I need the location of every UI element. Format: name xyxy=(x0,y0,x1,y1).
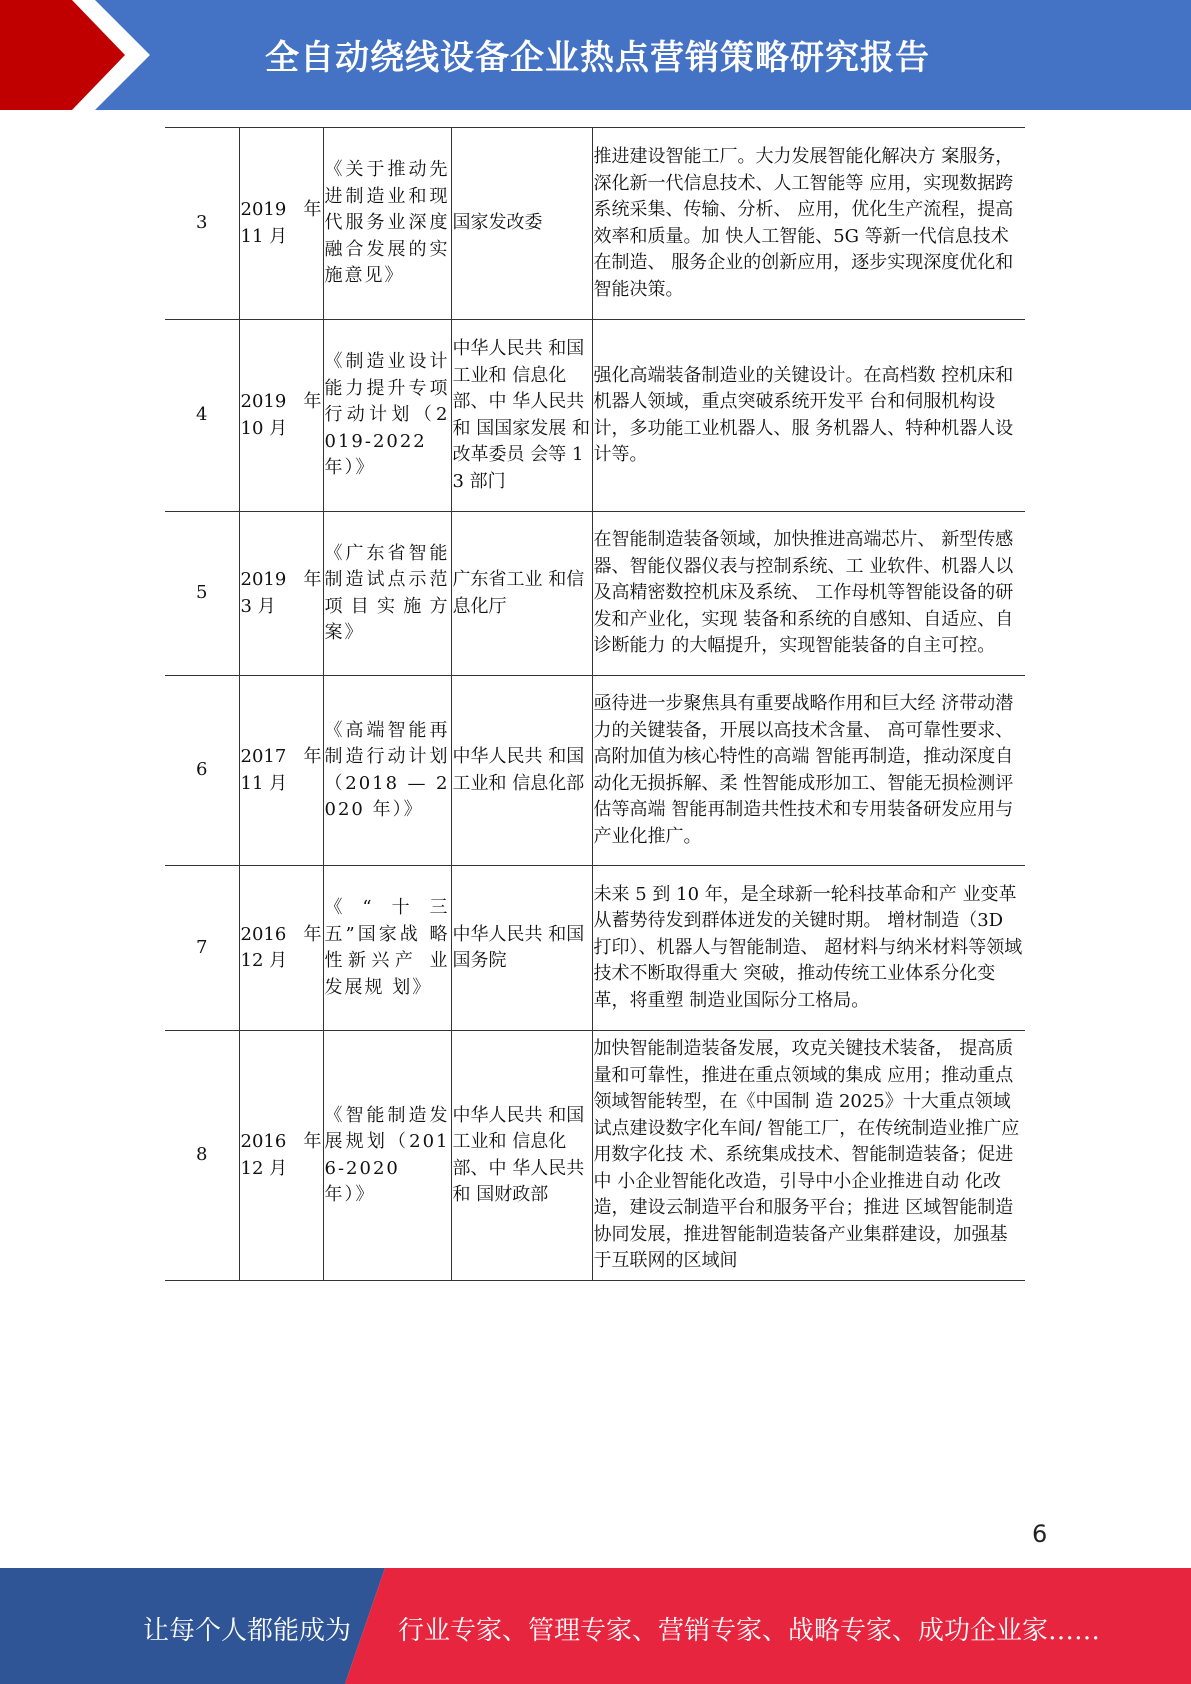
cell-issuer: 中华人民共 和国工业和 信息化部、中 华人民共和 国财政部 xyxy=(451,1031,592,1281)
cell-policy-name: 《制造业设计能力提升专项行动计划（2019-2022 年）》 xyxy=(323,320,451,512)
report-title: 全自动绕线设备企业热点营销策略研究报告 xyxy=(265,38,930,78)
cell-issuer: 国家发改委 xyxy=(451,128,592,320)
cell-date: 2019 年 3 月 xyxy=(239,512,323,676)
cell-content: 在智能制造装备领域，加快推进高端芯片、 新型传感器、智能仪器仪表与控制系统、工 业软件、机器人以及高精密数控机床及系统、 工作母机等智能设备的研发和产业化，实现 装备和系统的自感知、自适应、自诊断能力 的大幅提升，实现智能装备的自主可控。 xyxy=(592,512,1025,676)
table-row xyxy=(165,320,1025,512)
cell-no: 5 xyxy=(165,512,239,676)
cell-date: 2017 年 11 月 xyxy=(239,676,323,866)
cell-date: 2019 年 10 月 xyxy=(239,320,323,512)
cell-issuer: 中华人民共 和国工业和 信息化部、中 华人民共和 国国家发展 和改革委员 会等 13 部门 xyxy=(451,320,592,512)
cell-policy-name: 《关于推动先进制造业和现代服务业深度融合发展的实施意见》 xyxy=(323,128,451,320)
cell-date: 2016 年 12 月 xyxy=(239,1031,323,1281)
cell-no: 6 xyxy=(165,676,239,866)
table-row xyxy=(165,676,1025,866)
cell-issuer: 中华人民共 和国国务院 xyxy=(451,866,592,1031)
table-row xyxy=(165,512,1025,676)
header-arrow-decoration xyxy=(0,0,160,110)
page-footer xyxy=(0,1568,1191,1684)
cell-no: 8 xyxy=(165,1031,239,1281)
policy-table xyxy=(165,127,1025,1281)
cell-issuer: 广东省工业 和信息化厅 xyxy=(451,512,592,676)
page-header xyxy=(0,0,1191,110)
footer-slogan-left: 让每个人都能成为 xyxy=(143,1616,352,1646)
cell-content: 亟待进一步聚焦具有重要战略作用和巨大经 济带动潜力的关键装备，开展以高技术含量、 高可靠性要求、高附加值为核心特性的高端 智能再制造，推动深度自动化无损拆解、柔 性智能成形加工、智能无损检测评估等高端 智能再制造共性技术和专用装备研发应用与 产业化推广。 xyxy=(592,676,1025,866)
cell-no: 4 xyxy=(165,320,239,512)
cell-no: 7 xyxy=(165,866,239,1031)
footer-slogan-right: 行业专家、管理专家、营销专家、战略专家、成功企业家…… xyxy=(398,1616,1101,1646)
cell-policy-name: 《高端智能再制造行动计划（2018 — 2020 年）》 xyxy=(323,676,451,866)
cell-issuer: 中华人民共 和国工业和 信息化部 xyxy=(451,676,592,866)
cell-no: 3 xyxy=(165,128,239,320)
cell-policy-name: 《“十三 五”国家战 略性新兴产 业发展规 划》 xyxy=(323,866,451,1031)
cell-content: 强化高端装备制造业的关键设计。在高档数 控机床和机器人领域，重点突破系统开发平 台和伺服机构设计，多功能工业机器人、服 务机器人、特种机器人设计等。 xyxy=(592,320,1025,512)
table-row xyxy=(165,866,1025,1031)
table-row xyxy=(165,128,1025,320)
cell-policy-name: 《智能制造发展规划（2016-2020 年）》 xyxy=(323,1031,451,1281)
page-number: 6 xyxy=(1032,1520,1048,1548)
cell-policy-name: 《广东省智能制造试点示范项目实施方案》 xyxy=(323,512,451,676)
cell-content: 推进建设智能工厂。大力发展智能化解决方 案服务，深化新一代信息技术、人工智能等 应用，实现数据跨系统采集、传输、分析、 应用，优化生产流程，提高效率和质量。加 快人工智能、5G 等新一代信息技术在制造、 服务企业的创新应用，逐步实现深度优化和 智能决策。 xyxy=(592,128,1025,320)
table-row xyxy=(165,1031,1025,1281)
cell-content: 未来 5 到 10 年，是全球新一轮科技革命和产 业变革从蓄势待发到群体迸发的关键时期。 增材制造（3D 打印）、机器人与智能制造、 超材料与纳米材料等领域技术不断取得重大 突破，推动传统工业体系分化变革，将重塑 制造业国际分工格局。 xyxy=(592,866,1025,1031)
cell-content: 加快智能制造装备发展，攻克关键技术装备， 提高质量和可靠性，推进在重点领域的集成 应用；推动重点领域智能转型，在《中国制 造 2025》十大重点领域试点建设数字化车间/ 智能工厂，在传统制造业推广应用数字化技 术、系统集成技术、智能制造装备；促进中 小企业智能化改造，引导中小企业推进自动 化改造，建设云制造平台和服务平台；推进 区域智能制造协同发展，推进智能制造装备产业集群建设，加强基于互联网的区域间 xyxy=(592,1031,1025,1281)
cell-date: 2019 年 11 月 xyxy=(239,128,323,320)
cell-date: 2016 年 12 月 xyxy=(239,866,323,1031)
